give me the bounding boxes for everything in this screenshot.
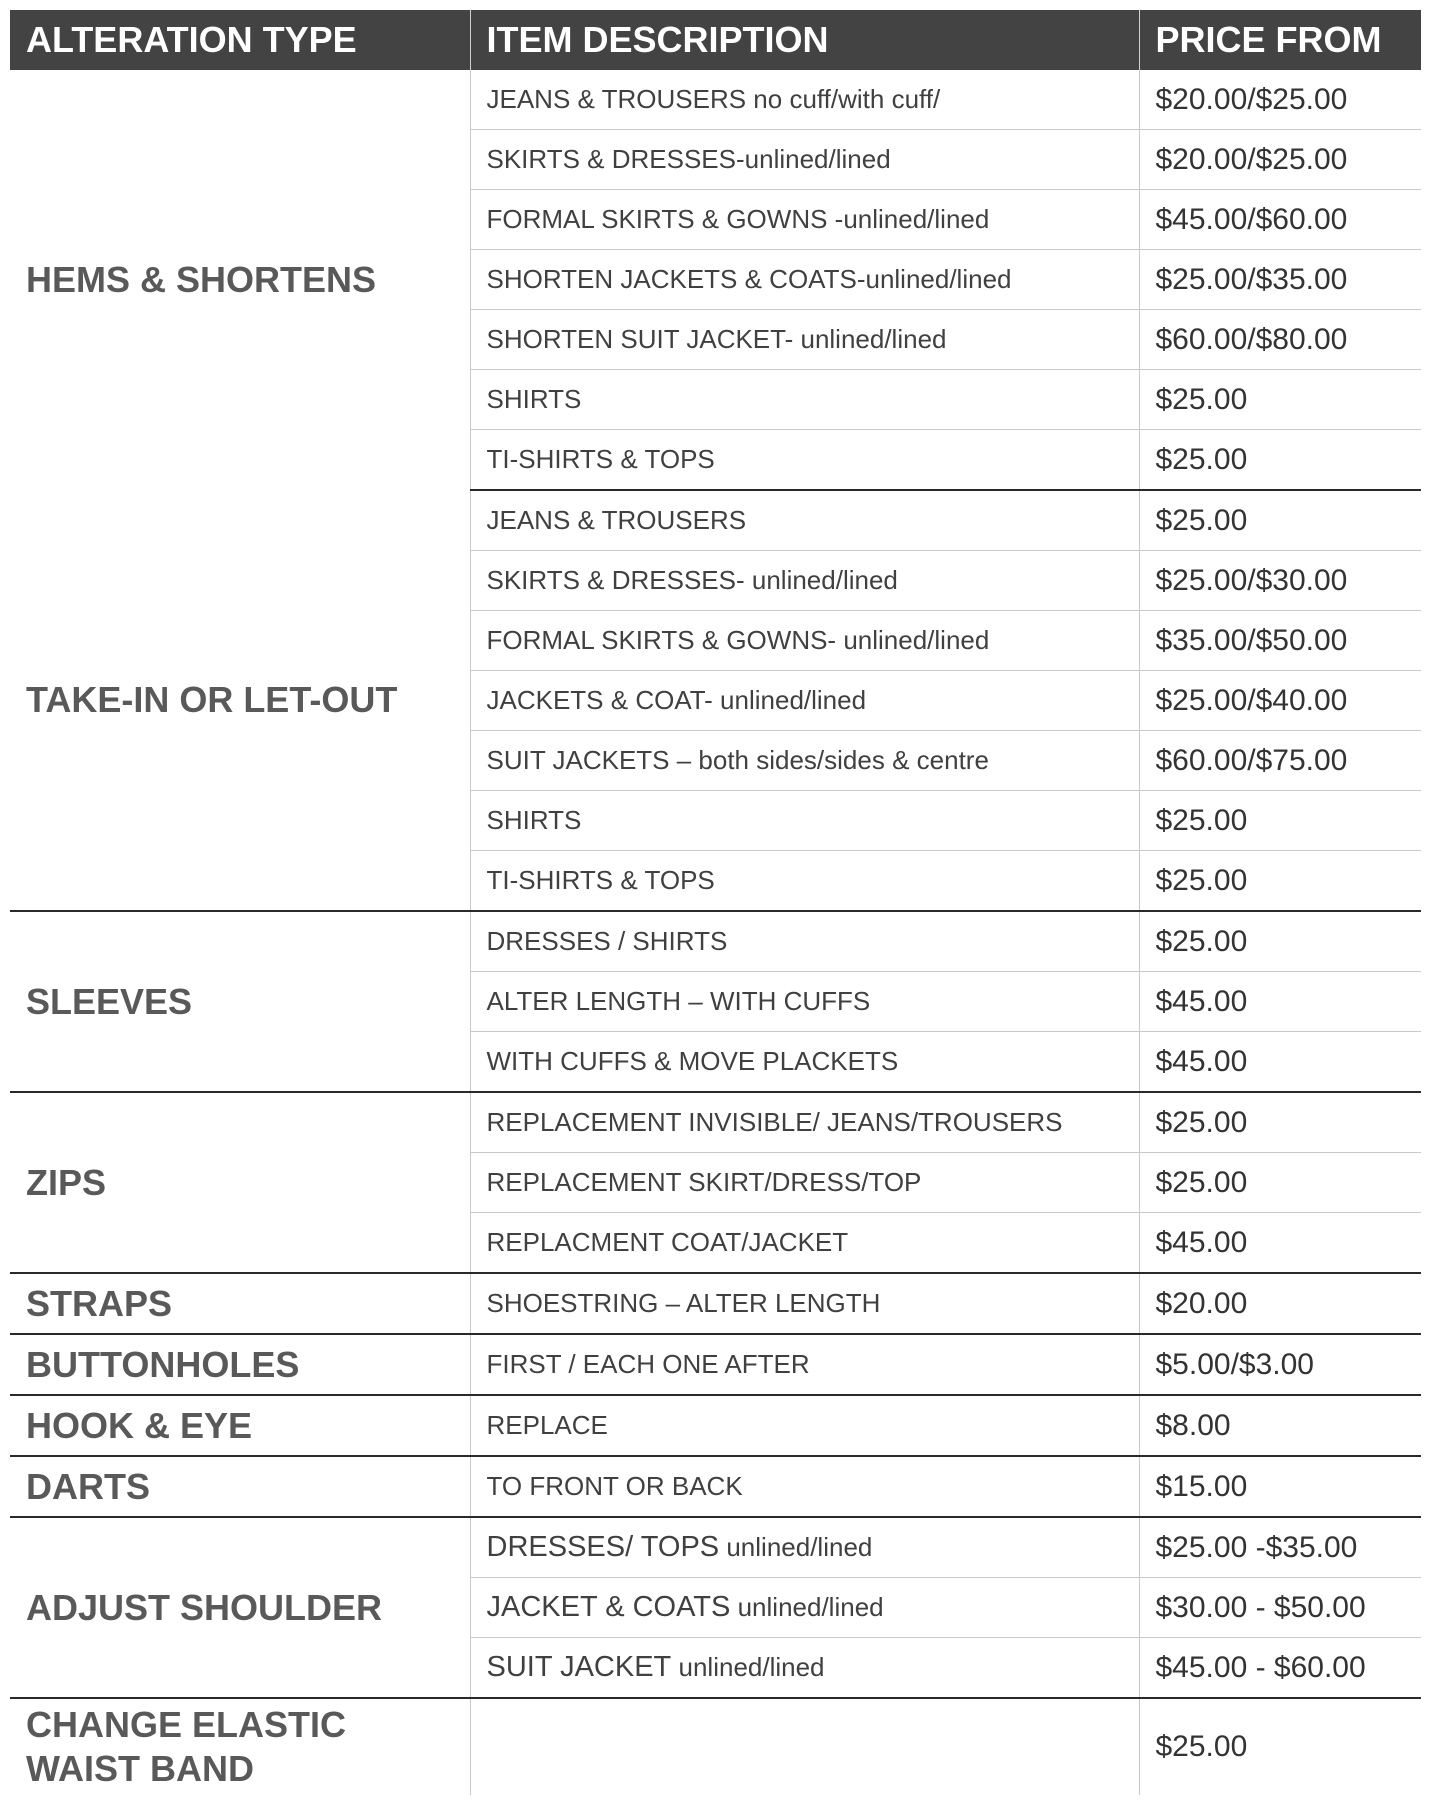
alteration-type-cell: STRAPS [10,1273,470,1334]
item-description: TI-SHIRTS & TOPS [470,430,1139,491]
header-price-from: PRICE FROM [1139,10,1421,70]
item-description: SHORTEN SUIT JACKET- unlined/lined [470,310,1139,370]
item-description: ALTER LENGTH – WITH CUFFS [470,972,1139,1032]
header-item-description: ITEM DESCRIPTION [470,10,1139,70]
item-description-detail: unlined/lined [719,1532,873,1562]
item-price: $45.00 [1139,1213,1421,1274]
item-price: $20.00/$25.00 [1139,130,1421,190]
item-price: $20.00/$25.00 [1139,70,1421,130]
item-description-main: SUIT JACKET [486,1651,672,1683]
item-price: $35.00/$50.00 [1139,611,1421,671]
table-row [10,1698,1421,1795]
item-description: FORMAL SKIRTS & GOWNS- unlined/lined [470,611,1139,671]
item-price: $25.00 [1139,430,1421,491]
item-description: WITH CUFFS & MOVE PLACKETS [470,1032,1139,1093]
alteration-type-cell: HEMS & SHORTENS [26,259,377,300]
alteration-type-cell: DARTS [10,1456,470,1517]
item-description: REPLACEMENT SKIRT/DRESS/TOP [470,1153,1139,1213]
item-description: JACKETS & COAT- unlined/lined [470,671,1139,731]
item-price: $25.00/$35.00 [1139,250,1421,310]
item-description: TO FRONT OR BACK [470,1456,1139,1517]
item-price: $60.00/$80.00 [1139,310,1421,370]
table-header-row [10,10,1421,70]
table-row [10,70,1421,130]
item-description: JEANS & TROUSERS [470,490,1139,551]
table-row [10,1395,1421,1456]
table-row [10,1273,1421,1334]
item-price: $25.00 [1139,791,1421,851]
item-description [470,1517,1139,1578]
item-price: $30.00 - $50.00 [1139,1578,1421,1638]
item-description: REPLACEMENT INVISIBLE/ JEANS/TROUSERS [470,1092,1139,1153]
alteration-type-cell: ZIPS [10,1092,470,1273]
item-description: SHOESTRING – ALTER LENGTH [470,1273,1139,1334]
item-price: $45.00 - $60.00 [1139,1638,1421,1699]
alteration-type-cell: BUTTONHOLES [10,1334,470,1395]
alteration-type-line: CHANGE ELASTIC [26,1704,347,1745]
item-price: $60.00/$75.00 [1139,731,1421,791]
alteration-type-cell: HOOK & EYE [10,1395,470,1456]
item-price: $45.00/$60.00 [1139,190,1421,250]
item-price: $15.00 [1139,1456,1421,1517]
item-price: $8.00 [1139,1395,1421,1456]
alteration-type-line: WAIST BAND [26,1748,254,1789]
item-price: $25.00 [1139,1092,1421,1153]
item-description: DRESSES / SHIRTS [470,911,1139,972]
item-description [470,1638,1139,1699]
item-price: $45.00 [1139,972,1421,1032]
item-description: SHORTEN JACKETS & COATS-unlined/lined [470,250,1139,310]
item-description-detail: unlined/lined [730,1592,884,1622]
item-price: $25.00 [1139,1153,1421,1213]
item-description: SHIRTS [470,370,1139,430]
table-row [10,1092,1421,1153]
table-row [10,1456,1421,1517]
item-description-detail: unlined/lined [671,1652,825,1682]
alteration-type-cell [10,1698,470,1795]
item-description: REPLACE [470,1395,1139,1456]
alteration-type-cell: TAKE-IN OR LET-OUT [10,490,470,911]
item-description: REPLACMENT COAT/JACKET [470,1213,1139,1274]
item-price: $25.00 -$35.00 [1139,1517,1421,1578]
item-price: $25.00 [1139,851,1421,912]
item-description: FORMAL SKIRTS & GOWNS -unlined/lined [470,190,1139,250]
item-description [470,1578,1139,1638]
item-price: $25.00 [1139,490,1421,551]
item-price: $5.00/$3.00 [1139,1334,1421,1395]
item-description [470,1698,1139,1795]
item-description: FIRST / EACH ONE AFTER [470,1334,1139,1395]
item-price: $25.00 [1139,370,1421,430]
alteration-type-cell: ADJUST SHOULDER [10,1517,470,1698]
item-price: $25.00/$40.00 [1139,671,1421,731]
table-row [10,911,1421,972]
item-price: $45.00 [1139,1032,1421,1093]
alteration-type-cell: SLEEVES [10,911,470,1092]
item-description: SUIT JACKETS – both sides/sides & centre [470,731,1139,791]
item-price: $25.00 [1139,911,1421,972]
item-description: JEANS & TROUSERS no cuff/with cuff/ [470,70,1139,130]
item-description-main: DRESSES/ TOPS [486,1531,720,1563]
item-description-main: JACKET & COATS [486,1591,731,1623]
table-row [10,1517,1421,1578]
table-row [10,1334,1421,1395]
item-price: $25.00/$30.00 [1139,551,1421,611]
table-row [10,490,1421,551]
price-list [10,10,1421,1795]
item-price: $20.00 [1139,1273,1421,1334]
alteration-price-table [10,10,1421,1795]
item-price: $25.00 [1139,1698,1421,1795]
item-description: TI-SHIRTS & TOPS [470,851,1139,912]
item-description: SKIRTS & DRESSES- unlined/lined [470,551,1139,611]
item-description: SKIRTS & DRESSES-unlined/lined [470,130,1139,190]
header-alteration-type: ALTERATION TYPE [10,10,470,70]
item-description: SHIRTS [470,791,1139,851]
